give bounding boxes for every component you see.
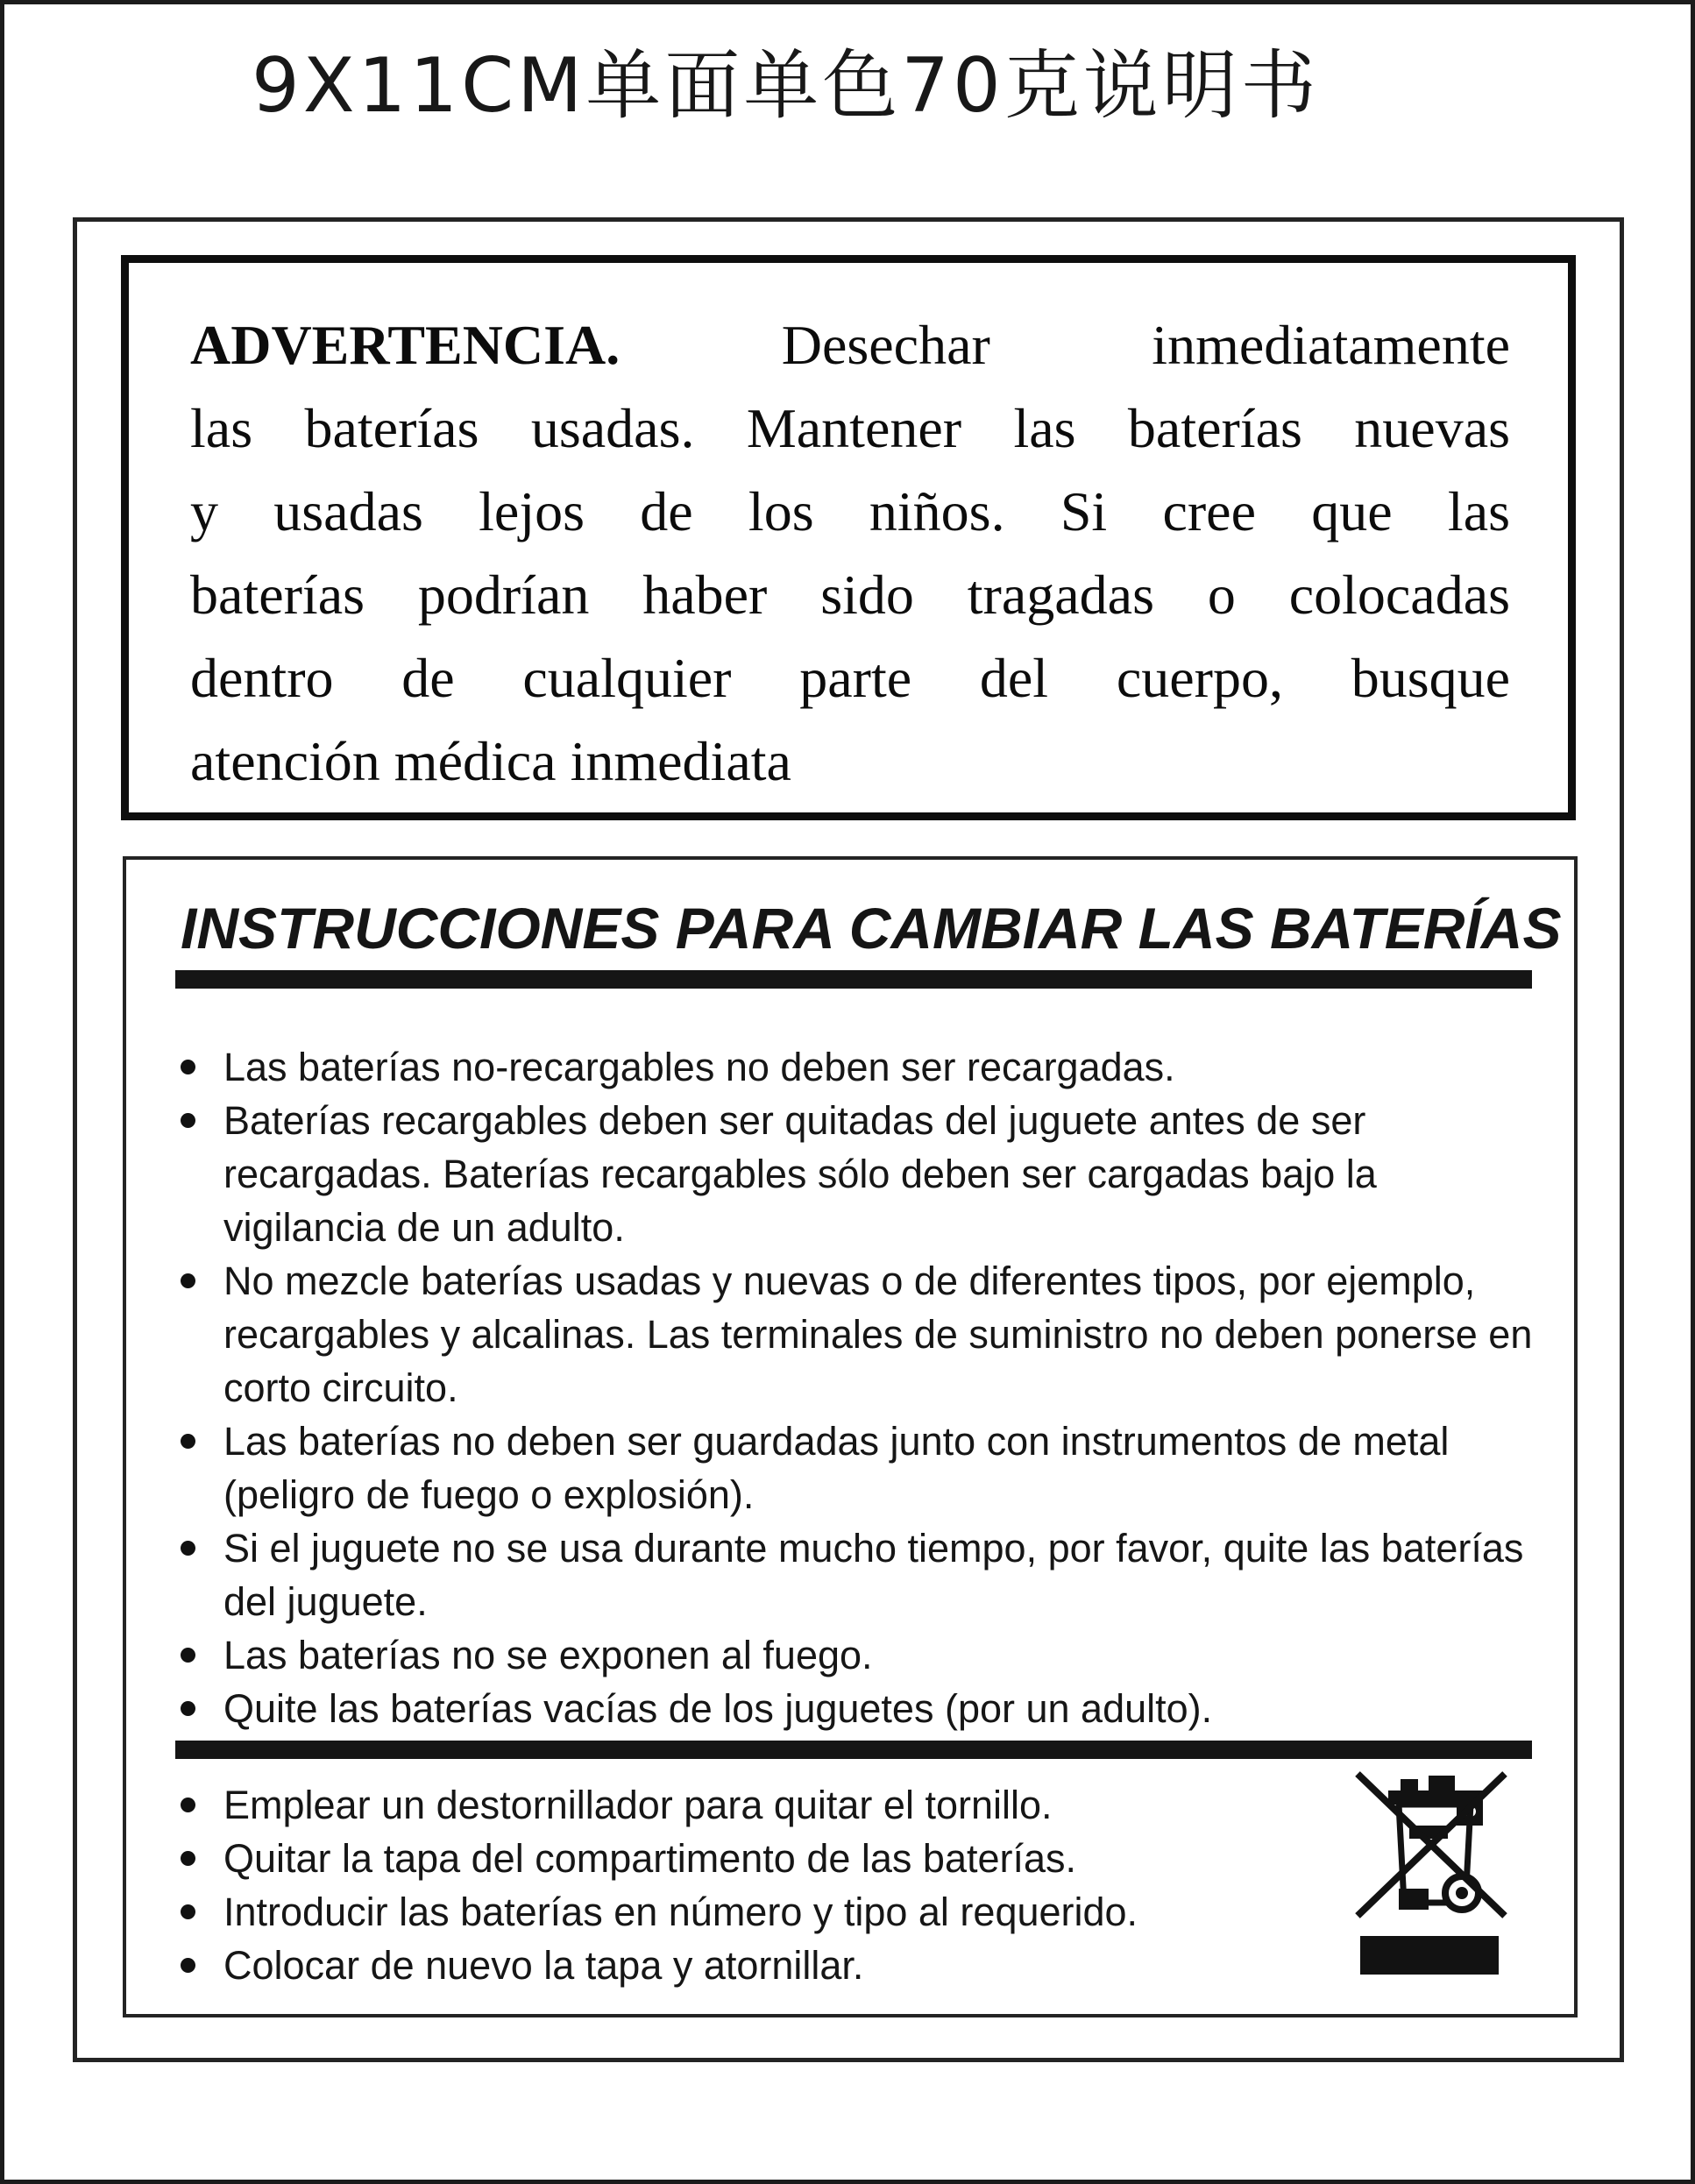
list-item: Quite las baterías vacías de los juguetes (por un adulto). xyxy=(175,1682,1543,1735)
weee-crossed-out-bin-icon xyxy=(1353,1769,1509,1976)
list-item: Introducir las baterías en número y tipo al requerido. xyxy=(175,1885,1402,1939)
warning-lead: ADVERTENCIA. xyxy=(190,314,621,376)
list-item: No mezcle baterías usadas y nuevas o de diferentes tipos, por ejemplo, recargables y alcalinas. Las terminales de suministro no deben ponerse en corto circuito. xyxy=(175,1254,1543,1415)
list-item: Las baterías no deben ser guardadas junto con instrumentos de metal (peligro de fuego o explosión). xyxy=(175,1415,1543,1521)
list-item: Las baterías no-recargables no deben ser recargadas. xyxy=(175,1040,1543,1094)
list-item: Las baterías no se exponen al fuego. xyxy=(175,1628,1543,1682)
warning-line: y usadas lejos de los niños. Si cree que las xyxy=(190,480,1510,542)
list-item: Si el juguete no se usa durante mucho tiempo, por favor, quite las baterías del juguete. xyxy=(175,1521,1543,1628)
warning-line-text: Desechar inmediatamente xyxy=(781,314,1510,376)
list-item: Colocar de nuevo la tapa y atornillar. xyxy=(175,1939,1402,1992)
instructions-heading: INSTRUCCIONES PARA CAMBIAR LAS BATERÍAS xyxy=(181,896,1562,961)
divider-rule-top xyxy=(175,970,1532,989)
list-item: Emplear un destornillador para quitar el tornillo. xyxy=(175,1778,1402,1832)
warning-line xyxy=(190,303,1510,386)
list-item: Baterías recargables deben ser quitadas del juguete antes de ser recargadas. Baterías recargables sólo deben ser cargadas bajo la vigilancia de un adulto. xyxy=(175,1094,1543,1254)
list-item: Quitar la tapa del compartimento de las baterías. xyxy=(175,1832,1402,1885)
warning-box xyxy=(121,255,1576,820)
battery-replacement-steps-list xyxy=(175,1778,1402,1992)
warning-line: dentro de cualquier parte del cuerpo, busque xyxy=(190,647,1510,709)
battery-warnings-list xyxy=(175,1040,1543,1735)
sheet-title: 9X11CM单面单色70克说明书 xyxy=(252,42,1320,130)
warning-line: atención médica inmediata xyxy=(190,730,791,792)
divider-rule-bottom xyxy=(175,1741,1532,1759)
battery-instructions-box xyxy=(123,856,1578,2017)
warning-line: baterías podrían haber sido tragadas o colocadas xyxy=(190,564,1510,626)
warning-line: las baterías usadas. Mantener las baterías nuevas xyxy=(190,397,1510,459)
